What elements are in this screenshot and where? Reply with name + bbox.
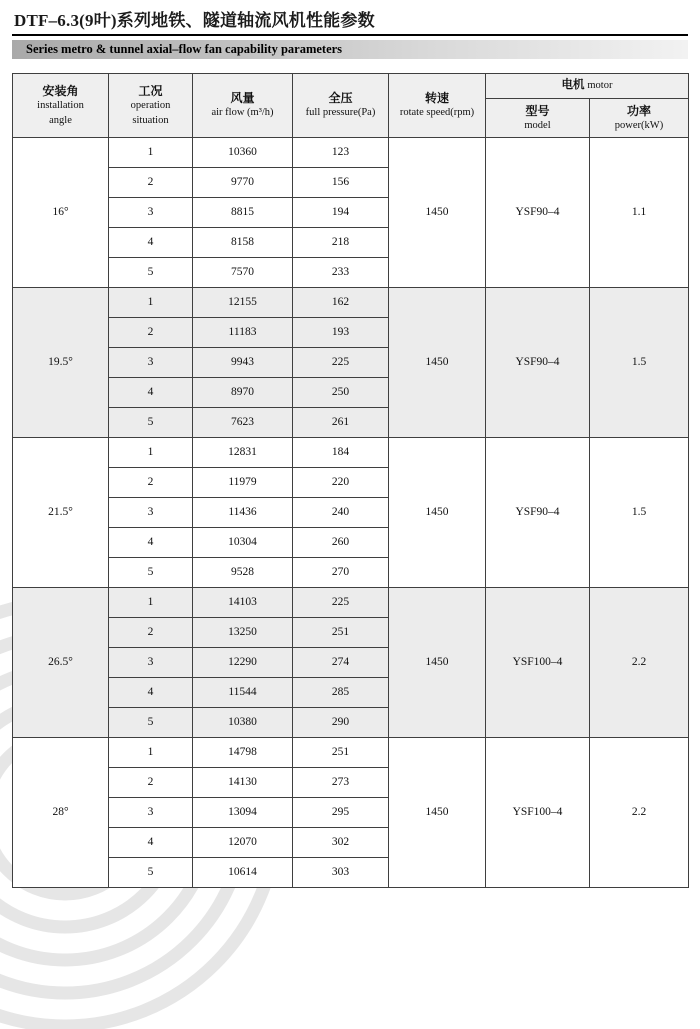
page-title: DTF–6.3(9叶)系列地铁、隧道轴流风机性能参数	[14, 11, 375, 30]
cell-operation-situation: 4	[109, 227, 193, 257]
col-press-zh: 全压	[328, 91, 353, 106]
cell-air-flow: 12290	[193, 647, 293, 677]
cell-full-pressure: 156	[293, 167, 389, 197]
col-angle-zh: 安装角	[42, 84, 79, 99]
col-model-zh: 型号	[525, 103, 550, 118]
cell-motor-power: 1.1	[590, 137, 689, 287]
cell-air-flow: 14798	[193, 737, 293, 767]
cell-full-pressure: 302	[293, 827, 389, 857]
cell-operation-situation: 1	[109, 437, 193, 467]
cell-operation-situation: 1	[109, 287, 193, 317]
col-oper-en1: operation	[130, 100, 171, 112]
cell-rotate-speed: 1450	[389, 587, 486, 737]
col-motor-model	[486, 98, 590, 137]
cell-operation-situation: 3	[109, 347, 193, 377]
cell-full-pressure: 295	[293, 797, 389, 827]
col-oper-zh: 工况	[138, 84, 163, 99]
col-motor-power	[590, 98, 689, 137]
cell-operation-situation: 3	[109, 797, 193, 827]
cell-full-pressure: 184	[293, 437, 389, 467]
cell-rotate-speed: 1450	[389, 137, 486, 287]
cell-rotate-speed: 1450	[389, 437, 486, 587]
cell-air-flow: 9770	[193, 167, 293, 197]
cell-air-flow: 11183	[193, 317, 293, 347]
cell-operation-situation: 1	[109, 737, 193, 767]
cell-full-pressure: 123	[293, 137, 389, 167]
subtitle-bar	[12, 40, 688, 59]
cell-installation-angle: 21.5°	[13, 437, 109, 587]
col-full-pressure	[293, 74, 389, 138]
col-angle-en2: angle	[49, 114, 72, 126]
cell-full-pressure: 233	[293, 257, 389, 287]
cell-motor-power: 1.5	[590, 287, 689, 437]
cell-air-flow: 14130	[193, 767, 293, 797]
col-motor-en: motor	[587, 80, 613, 91]
table-header	[13, 74, 689, 138]
col-motor-group	[486, 74, 689, 99]
cell-motor-model: YSF90–4	[486, 137, 590, 287]
col-press-en: full pressure(Pa)	[305, 107, 376, 119]
cell-full-pressure: 251	[293, 737, 389, 767]
cell-motor-power: 2.2	[590, 587, 689, 737]
col-operation-situation	[109, 74, 193, 138]
cell-operation-situation: 4	[109, 377, 193, 407]
cell-full-pressure: 251	[293, 617, 389, 647]
cell-operation-situation: 3	[109, 497, 193, 527]
cell-operation-situation: 1	[109, 587, 193, 617]
table-row	[13, 437, 689, 467]
cell-operation-situation: 5	[109, 407, 193, 437]
col-rpm-zh: 转速	[424, 91, 449, 106]
cell-full-pressure: 260	[293, 527, 389, 557]
cell-full-pressure: 285	[293, 677, 389, 707]
cell-air-flow: 10380	[193, 707, 293, 737]
cell-installation-angle: 19.5°	[13, 287, 109, 437]
table-row	[13, 737, 689, 767]
cell-full-pressure: 193	[293, 317, 389, 347]
cell-operation-situation: 5	[109, 857, 193, 887]
cell-installation-angle: 26.5°	[13, 587, 109, 737]
col-power-en: power(kW)	[614, 119, 664, 131]
cell-motor-model: YSF90–4	[486, 437, 590, 587]
cell-operation-situation: 3	[109, 197, 193, 227]
cell-motor-model: YSF90–4	[486, 287, 590, 437]
cell-full-pressure: 274	[293, 647, 389, 677]
cell-air-flow: 12831	[193, 437, 293, 467]
cell-air-flow: 11436	[193, 497, 293, 527]
cell-air-flow: 14103	[193, 587, 293, 617]
cell-operation-situation: 5	[109, 257, 193, 287]
col-power-zh: 功率	[626, 103, 651, 118]
table-row	[13, 287, 689, 317]
cell-full-pressure: 273	[293, 767, 389, 797]
cell-full-pressure: 194	[293, 197, 389, 227]
cell-rotate-speed: 1450	[389, 737, 486, 887]
cell-air-flow: 11979	[193, 467, 293, 497]
cell-operation-situation: 2	[109, 617, 193, 647]
cell-operation-situation: 3	[109, 647, 193, 677]
cell-operation-situation: 2	[109, 467, 193, 497]
cell-air-flow: 10360	[193, 137, 293, 167]
cell-air-flow: 13250	[193, 617, 293, 647]
cell-operation-situation: 2	[109, 317, 193, 347]
title-divider	[12, 34, 688, 36]
cell-motor-power: 2.2	[590, 737, 689, 887]
cell-operation-situation: 1	[109, 137, 193, 167]
cell-full-pressure: 250	[293, 377, 389, 407]
header-row-1	[13, 74, 689, 99]
cell-full-pressure: 290	[293, 707, 389, 737]
col-angle-en1: installation	[37, 100, 84, 112]
col-air-zh: 风量	[230, 91, 255, 106]
cell-operation-situation: 4	[109, 527, 193, 557]
cell-air-flow: 8970	[193, 377, 293, 407]
parameters-table	[12, 73, 689, 888]
col-air-en: air flow (m³/h)	[211, 107, 274, 119]
cell-air-flow: 8158	[193, 227, 293, 257]
cell-full-pressure: 261	[293, 407, 389, 437]
cell-full-pressure: 162	[293, 287, 389, 317]
cell-air-flow: 9943	[193, 347, 293, 377]
cell-motor-power: 1.5	[590, 437, 689, 587]
cell-full-pressure: 218	[293, 227, 389, 257]
cell-operation-situation: 5	[109, 707, 193, 737]
cell-operation-situation: 5	[109, 557, 193, 587]
subtitle-text: Series metro & tunnel axial–flow fan capability parameters	[26, 42, 343, 56]
cell-full-pressure: 220	[293, 467, 389, 497]
cell-full-pressure: 240	[293, 497, 389, 527]
cell-air-flow: 12070	[193, 827, 293, 857]
cell-operation-situation: 4	[109, 827, 193, 857]
cell-full-pressure: 303	[293, 857, 389, 887]
cell-operation-situation: 2	[109, 767, 193, 797]
table-body	[13, 137, 689, 887]
cell-air-flow: 7623	[193, 407, 293, 437]
cell-air-flow: 10614	[193, 857, 293, 887]
cell-air-flow: 10304	[193, 527, 293, 557]
cell-full-pressure: 225	[293, 587, 389, 617]
cell-rotate-speed: 1450	[389, 287, 486, 437]
col-rpm-en: rotate speed(rpm)	[399, 107, 475, 119]
cell-operation-situation: 4	[109, 677, 193, 707]
col-air-flow	[193, 74, 293, 138]
col-rotate-speed	[389, 74, 486, 138]
cell-air-flow: 9528	[193, 557, 293, 587]
cell-full-pressure: 225	[293, 347, 389, 377]
col-installation-angle	[13, 74, 109, 138]
cell-air-flow: 12155	[193, 287, 293, 317]
table-row	[13, 587, 689, 617]
table-row	[13, 137, 689, 167]
cell-air-flow: 7570	[193, 257, 293, 287]
cell-installation-angle: 16°	[13, 137, 109, 287]
cell-air-flow: 8815	[193, 197, 293, 227]
cell-air-flow: 11544	[193, 677, 293, 707]
cell-full-pressure: 270	[293, 557, 389, 587]
cell-air-flow: 13094	[193, 797, 293, 827]
col-motor-zh: 电机	[561, 79, 585, 91]
col-oper-en2: situation	[132, 114, 169, 126]
cell-installation-angle: 28°	[13, 737, 109, 887]
cell-operation-situation: 2	[109, 167, 193, 197]
col-model-en: model	[524, 119, 551, 131]
cell-motor-model: YSF100–4	[486, 587, 590, 737]
cell-motor-model: YSF100–4	[486, 737, 590, 887]
